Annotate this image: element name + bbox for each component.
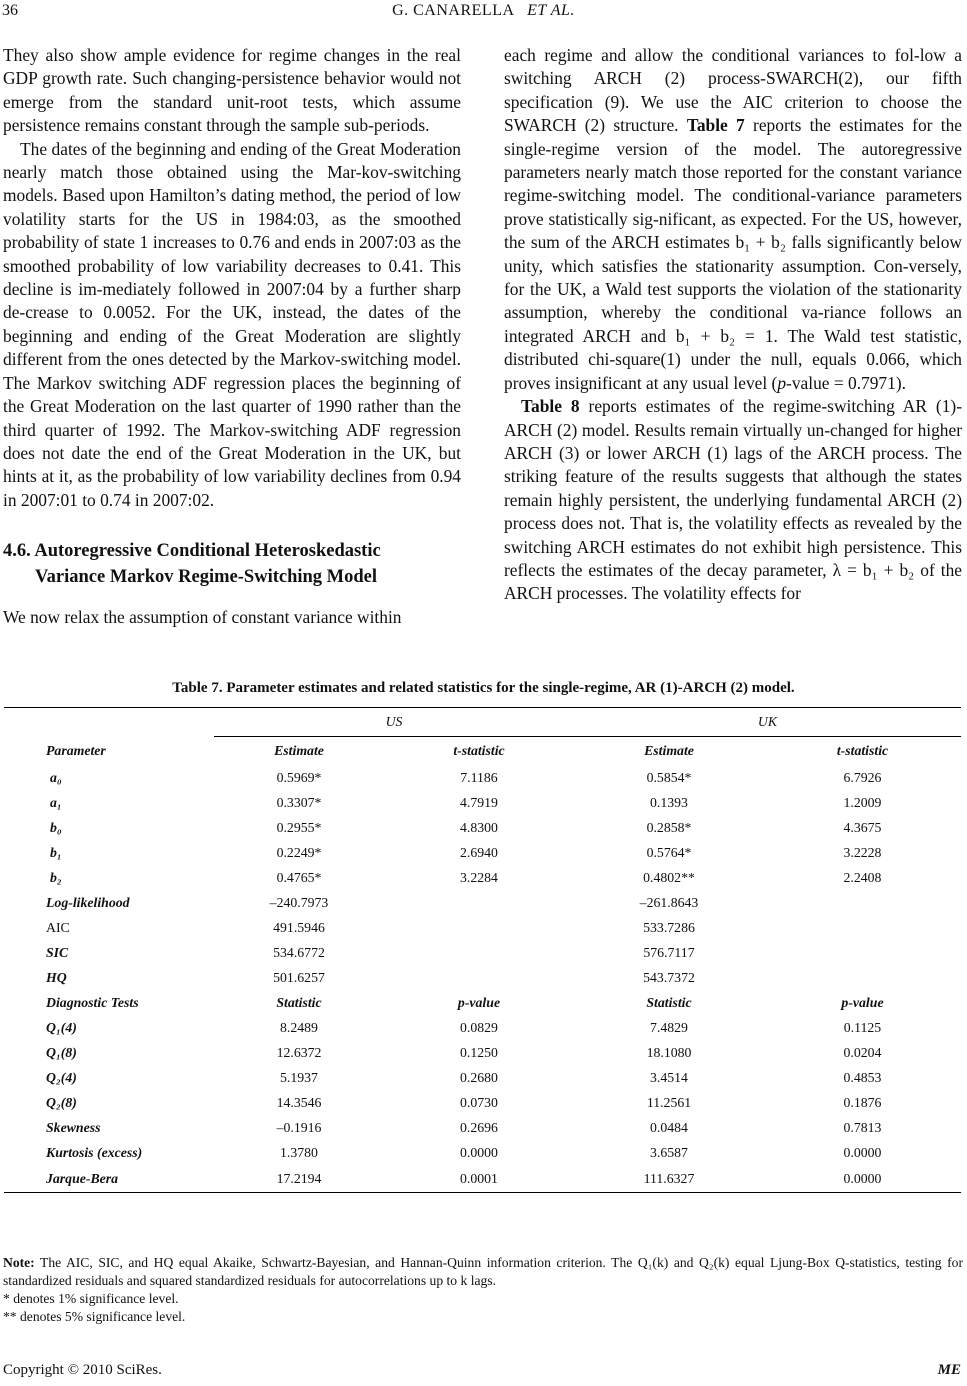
table-cell: 0.2858*	[646, 819, 692, 835]
diag-label: Q₁(8)	[46, 1044, 77, 1060]
table-cell: 111.6327	[574, 1165, 764, 1193]
param-label: b₂	[50, 869, 62, 885]
table-7-reference: Table 7	[686, 115, 745, 136]
right-p1-text-b: reports the estimates for the single-regime version of the model. The autoregressive parameters nearly match those reported for the constant variance regime-switching model. The conditional-variance parameters prove statistically sig-nificant, as expected. For the US, however, the sum of the ARCH estimates b₁ + b₂ falls significantly below unity, which satisfies the stationarity assumption. Con-versely, for the UK, a Wald test supports the violation of the stationarity assumption, whereby the conditional va-riance follows an integrated ARCH and b₁ + b₂ = 1. The Wald test statistic, distributed chi-square(1) under the null, equals 0.066, which proves insignificant at any usual level (	[504, 115, 963, 393]
diag-label: Kurtosis (excess)	[46, 1144, 143, 1160]
param-label: a₁	[50, 794, 62, 810]
note-star-2: ** denotes 5% significance level.	[3, 1309, 186, 1324]
table-cell: 0.1876	[843, 1094, 882, 1110]
right-column	[504, 44, 962, 606]
table-cell: 576.7117	[643, 944, 695, 960]
col-header-us-estimate: Estimate	[274, 743, 324, 758]
table-cell: 0.5969*	[276, 769, 322, 785]
footer-copyright: Copyright © 2010 SciRes.	[3, 1362, 162, 1378]
diag-label: Q₂(4)	[46, 1069, 77, 1085]
table-cell: 0.0000	[764, 1165, 961, 1193]
table-7-caption: Table 7. Parameter estimates and related statistics for the single-regime, AR (1)-ARCH (2) model.	[172, 680, 795, 696]
note-main	[3, 1254, 963, 1290]
table-cell: 0.0000	[843, 1144, 882, 1160]
diag-header-us-p-value: p-value	[457, 994, 501, 1010]
table-cell: 0.0730	[460, 1094, 498, 1110]
table-cell: 3.4514	[650, 1069, 688, 1085]
diag-header-uk-p-value: p-value	[841, 994, 884, 1010]
fit-label: HQ	[46, 969, 67, 985]
diag-header-label: Diagnostic Tests	[46, 994, 139, 1010]
table-cell: 0.2696	[460, 1119, 498, 1135]
table-cell: 533.7286	[643, 919, 695, 935]
table-cell: 0.2955*	[276, 819, 322, 835]
table-row	[4, 1065, 961, 1090]
diag-label: Q₁(4)	[46, 1019, 77, 1035]
table-row	[4, 1140, 961, 1165]
table-cell: 4.7919	[460, 794, 498, 810]
footer-journal: ME	[937, 1362, 961, 1378]
right-p1-text-c: -value = 0.7971).	[786, 372, 906, 393]
table-cell: 2.2408	[843, 869, 882, 885]
col-header-us-t-statistic: t-statistic	[453, 743, 505, 758]
col-header-uk-t-statistic: t-statistic	[836, 743, 889, 758]
fit-label: AIC	[46, 919, 70, 935]
table-cell: 0.1250	[460, 1044, 498, 1060]
table-cell: 0.0204	[843, 1044, 882, 1060]
note-text: The AIC, SIC, and HQ equal Akaike, Schwartz-Bayesian, and Hannan-Quinn information criterion. The Q₁(k) and Q₂(k) equal Ljung-Box Q-statistics, testing for standardized residuals and squared standardized residuals for autocorrelations up to k lags.	[3, 1255, 963, 1288]
left-paragraph-2: The dates of the beginning and ending of the Great Moderation nearly match those obtained using the Mar-kov-switching models. Based upon Hamilton’s dating method, the period of low volatility starts for the US in 1984:03, as the smoothed probability of state 1 increases to 0.76 and ends in 2007:03 as the smoothed probability of low variability decreases to 0.41. This decline is im-mediately followed in 2007:04 by a further sharp de-crease to 0.0052. For the UK, instead, the dates of the beginning and ending of the Great Moderation are slightly different from the ones detected by the Markov-switching model. The Markov switching ADF regression places the beginning of the Great Moderation on the last quarter of 1990 rather than the third quarter of 1992. The Markov-switching ADF regression does not date the end of the Great Moderation in the UK, but hints at it, as the probability of low variability declines from 0.94 in 2007:01 to 0.74 in 2007:02.	[3, 138, 461, 510]
table-cell: 0.1125	[843, 1019, 882, 1035]
table-cell: 0.2249*	[276, 844, 322, 860]
table-cell: –261.8643	[639, 894, 699, 910]
p-value-italic: p	[777, 372, 787, 393]
table-diag-header-row	[4, 990, 961, 1015]
table-row	[4, 1115, 961, 1140]
table-row	[4, 790, 961, 815]
diag-label: Q₂(8)	[46, 1094, 77, 1110]
table-cell: 0.0000	[460, 1144, 498, 1160]
param-label: b₀	[50, 819, 62, 835]
table-8-reference: Table 8	[521, 396, 580, 417]
table-column-header-row	[4, 737, 961, 766]
table-row	[4, 840, 961, 865]
table-row	[4, 940, 961, 965]
right-p2-text: reports estimates of the regime-switching AR (1)-ARCH (2) model. Results remain virtually un-changed for higher ARCH (3) or lower ARCH (1) lags of the ARCH process. The striking feature of the results suggests that although the states remain highly persistent, the underlying fundamental ARCH (2) process does not. That is, the volatility effects as revealed by the switching ARCH estimates do not exhibit high persistence. This reflects the estimates of the decay parameter, λ = b₁ + b₂ of the ARCH processes. The volatility effects for	[504, 396, 962, 604]
table-cell: 11.2561	[646, 1094, 692, 1110]
table-cell: 0.4853	[843, 1069, 882, 1085]
table-cell: 0.7813	[843, 1119, 882, 1135]
left-paragraph-3: We now relax the assumption of constant variance within	[3, 607, 402, 628]
table-row	[4, 1040, 961, 1065]
note-star-1: * denotes 1% significance level.	[3, 1291, 179, 1306]
right-p1-text-a: each regime and allow the conditional variances to fol-low a switching ARCH (2) process-SWARCH(2), our fifth specification (9). We use the AIC criterion to choose the SWARCH (2) structure.	[504, 45, 962, 136]
right-paragraph-1	[504, 44, 962, 395]
table-cell: 4.8300	[460, 819, 498, 835]
table-cell: 0.0484	[650, 1119, 688, 1135]
page-number: 36	[2, 2, 18, 19]
table-cell: 17.2194	[214, 1165, 384, 1193]
table-cell: 534.6772	[273, 944, 325, 960]
section-heading-line-1: 4.6. Autoregressive Conditional Heteroskedastic	[3, 541, 381, 562]
table-row	[4, 1165, 961, 1193]
section-heading	[3, 538, 461, 590]
table-row	[4, 1090, 961, 1115]
col-header-uk-estimate: Estimate	[644, 743, 694, 758]
table-row	[4, 765, 961, 790]
table-cell: 0.2680	[460, 1069, 498, 1085]
table-cell: 18.1080	[646, 1044, 692, 1060]
table-cell: 0.0001	[384, 1165, 574, 1193]
table-cell: 7.4829	[650, 1019, 688, 1035]
diag-label: Skewness	[46, 1119, 101, 1135]
table-row	[4, 965, 961, 990]
table-cell: 14.3546	[276, 1094, 322, 1110]
table-cell: 3.2284	[460, 869, 498, 885]
table-row	[4, 815, 961, 840]
table-cell: 7.1186	[460, 769, 498, 785]
table-cell: 0.0829	[460, 1019, 498, 1035]
table-cell: 491.5946	[273, 919, 325, 935]
section-heading-line-2: Variance Markov Regime-Switching Model	[35, 567, 378, 588]
table-cell: 12.6372	[276, 1044, 322, 1060]
table-row	[4, 915, 961, 940]
param-label: a₀	[50, 769, 62, 785]
fit-label: Log-likelihood	[46, 894, 130, 910]
table-cell: 0.3307*	[276, 794, 322, 810]
table-group-header-row	[4, 708, 961, 737]
table-header-blank	[4, 708, 214, 737]
group-header-us: US	[214, 708, 574, 737]
table-cell: 8.2489	[280, 1019, 318, 1035]
diag-header-us-statistic: Statistic	[276, 994, 322, 1010]
fit-label: SIC	[46, 944, 69, 960]
table-cell: –0.1916	[276, 1119, 322, 1135]
table-cell: 3.6587	[650, 1144, 688, 1160]
table-notes	[3, 1254, 963, 1326]
table-cell: 0.4765*	[276, 869, 322, 885]
param-label: b₁	[50, 844, 62, 860]
diag-header-uk-statistic: Statistic	[646, 994, 692, 1010]
table-cell: –240.7973	[269, 894, 329, 910]
table-cell: 4.3675	[843, 819, 882, 835]
note-label: Note:	[3, 1255, 35, 1270]
diag-label: Jarque-Bera	[4, 1165, 214, 1193]
table-7	[4, 707, 961, 1193]
table-cell: 1.3780	[280, 1144, 318, 1160]
table-cell: 6.7926	[843, 769, 882, 785]
table-row	[4, 890, 961, 915]
left-column	[3, 44, 461, 630]
table-cell: 0.5854*	[646, 769, 692, 785]
table-cell: 5.1937	[280, 1069, 318, 1085]
group-header-uk: UK	[574, 708, 961, 737]
table-row	[4, 1015, 961, 1040]
table-cell: 0.5764*	[646, 844, 692, 860]
col-header-parameter: Parameter	[46, 742, 106, 758]
table-cell: 0.4802**	[643, 869, 695, 885]
table-cell: 543.7372	[643, 969, 695, 985]
table-cell: 0.1393	[650, 794, 688, 810]
table-cell: 1.2009	[843, 794, 882, 810]
left-paragraph-1: They also show ample evidence for regime changes in the real GDP growth rate. Such changing-persistence behavior would not emerge from the standard unit-root tests, which assume persistence remains constant through the sample sub-periods.	[3, 45, 461, 136]
table-cell: 3.2228	[843, 844, 882, 860]
table-cell: 501.6257	[273, 969, 325, 985]
running-header	[0, 2, 967, 20]
running-header-et-al: ET AL.	[527, 2, 575, 19]
right-paragraph-2	[504, 395, 962, 606]
running-header-authors: G. CANARELLA	[392, 2, 514, 19]
table-row	[4, 865, 961, 890]
table-cell: 2.6940	[460, 844, 498, 860]
